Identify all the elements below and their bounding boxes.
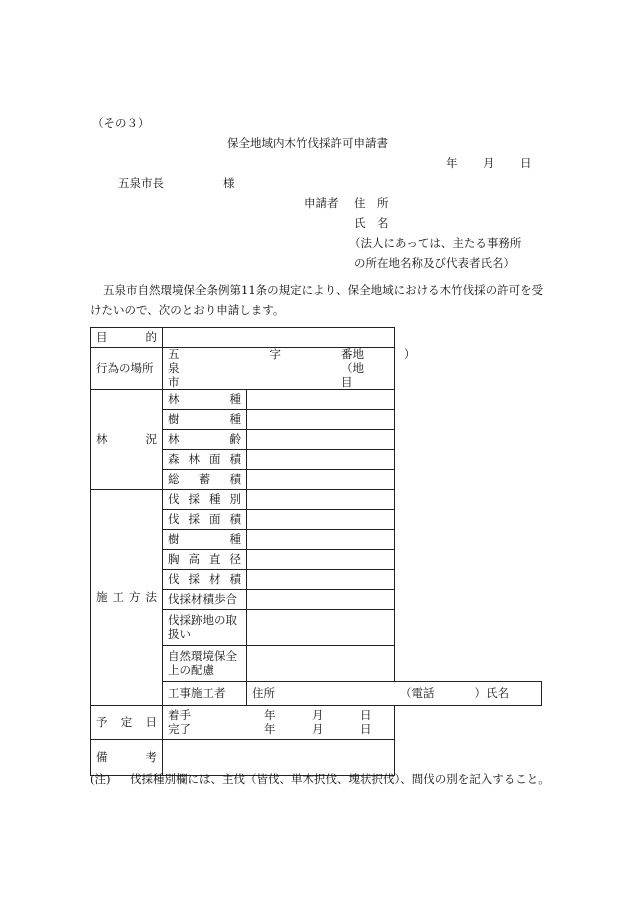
method-field[interactable] xyxy=(247,570,395,590)
place-aza: 字 xyxy=(269,347,281,361)
forest-item xyxy=(163,450,247,470)
purpose-label-text xyxy=(96,331,157,345)
label-char: 積 xyxy=(229,451,241,466)
label-char: 目 xyxy=(96,329,108,344)
label-char: 備 xyxy=(96,749,108,764)
method-item-env: 自然環境保全上の配慮 xyxy=(163,646,247,682)
schedule-start-year: 年 xyxy=(264,708,276,723)
label-char: 積 xyxy=(229,471,241,486)
remarks-label-text xyxy=(96,751,157,765)
purpose-label xyxy=(91,328,163,348)
label-char: 種 xyxy=(229,531,241,546)
label-char: 総 xyxy=(168,471,180,486)
label-char: 齢 xyxy=(229,431,241,446)
contractor-field[interactable] xyxy=(247,682,542,706)
label-char: 予 xyxy=(96,714,108,729)
place-banchi: 番地（地目 xyxy=(341,347,364,389)
label-char: 積 xyxy=(229,571,241,586)
label-char: 林 xyxy=(168,431,180,446)
schedule-end-day: 日 xyxy=(360,721,372,736)
label-char: 種 xyxy=(229,411,241,426)
label-char: 直 xyxy=(209,551,221,566)
row-method-0 xyxy=(91,490,542,510)
date-month: 月 xyxy=(483,156,495,170)
applicant-name-label: 氏 名 xyxy=(354,216,389,230)
label-char: 面 xyxy=(209,511,221,526)
label-char: 積 xyxy=(229,511,241,526)
addressee-honorific: 様 xyxy=(223,176,235,190)
method-label-text xyxy=(96,591,157,605)
row-schedule xyxy=(91,706,542,740)
footnote-text: 伐採種別欄には、主伐（皆伐、単木択伐、塊状択伐）、間伐の別を記入すること。 xyxy=(130,772,550,786)
applicant-address-label: 住 所 xyxy=(354,196,389,210)
label-char: 伐 xyxy=(168,571,180,586)
contractor-address: 住所 xyxy=(252,685,275,700)
method-field[interactable] xyxy=(247,646,395,682)
label-char: 採 xyxy=(188,571,200,586)
label-char: 考 xyxy=(145,749,157,764)
contractor-label: 工事施工者 xyxy=(163,682,247,706)
forest-item xyxy=(163,390,247,410)
forest-field[interactable] xyxy=(247,410,395,430)
label-char: 況 xyxy=(145,431,157,446)
label-char: 方 xyxy=(129,589,141,604)
label-char: 別 xyxy=(229,491,241,506)
schedule-field[interactable] xyxy=(163,706,395,740)
method-field[interactable] xyxy=(247,590,395,610)
application-table xyxy=(90,327,542,776)
place-city: 五泉市 xyxy=(168,347,180,389)
forest-label-text xyxy=(96,433,157,447)
schedule-label xyxy=(91,706,163,740)
purpose-field[interactable] xyxy=(163,328,395,348)
label-char: 定 xyxy=(120,714,133,729)
label-char: 蓄 xyxy=(198,471,211,486)
label-char: 高 xyxy=(188,551,200,566)
label-char: 径 xyxy=(229,551,241,566)
forest-item xyxy=(163,410,247,430)
footnote-label: (注) xyxy=(90,772,111,786)
method-item xyxy=(163,570,247,590)
label-char: 採 xyxy=(188,511,200,526)
label-char: 種 xyxy=(209,491,221,506)
label-char: 樹 xyxy=(168,531,180,546)
row-place xyxy=(91,348,542,390)
method-field[interactable] xyxy=(247,510,395,530)
label-char: 日 xyxy=(145,714,157,729)
method-field[interactable] xyxy=(247,490,395,510)
label-char: 材 xyxy=(209,571,221,586)
schedule-start-day: 日 xyxy=(360,708,372,723)
method-field[interactable] xyxy=(247,530,395,550)
label-char: 林 xyxy=(168,391,180,406)
schedule-start: 着手 xyxy=(168,708,191,723)
row-purpose xyxy=(91,328,542,348)
label-char: 胸 xyxy=(168,551,180,566)
forest-field[interactable] xyxy=(247,450,395,470)
form-title: 保全地域内木竹伐採許可申請書 xyxy=(227,136,388,150)
place-label: 行為の場所 xyxy=(91,348,163,390)
label-char: 伐 xyxy=(168,511,180,526)
contractor-phone: （電話 xyxy=(400,685,435,700)
applicant-corp-note-2: の所在地名称及び代表者氏名） xyxy=(354,256,515,270)
forest-field[interactable] xyxy=(247,470,395,490)
date-day: 日 xyxy=(520,156,532,170)
label-char: 伐 xyxy=(168,491,180,506)
method-field[interactable] xyxy=(247,550,395,570)
form-series-label: （その３） xyxy=(92,116,150,130)
schedule-start-line xyxy=(168,709,389,723)
schedule-start-month: 月 xyxy=(312,708,324,723)
row-forest-0 xyxy=(91,390,542,410)
label-char: 種 xyxy=(229,391,241,406)
forest-field[interactable] xyxy=(247,390,395,410)
label-char: 的 xyxy=(145,329,157,344)
label-char: 林 xyxy=(96,431,108,446)
date-year: 年 xyxy=(446,156,458,170)
schedule-end: 完了 xyxy=(168,721,191,736)
place-close: ） xyxy=(404,347,416,361)
schedule-end-line xyxy=(168,723,389,737)
intro-line-1: 五泉市自然環境保全条例第11条の規定により、保全地域における木竹伐採の許可を受 xyxy=(103,283,544,297)
place-field[interactable] xyxy=(163,347,416,390)
method-item xyxy=(163,550,247,570)
schedule-end-month: 月 xyxy=(312,721,324,736)
footnote xyxy=(90,767,555,791)
forest-item xyxy=(163,470,247,490)
method-item xyxy=(163,490,247,510)
applicant-label: 申請者 xyxy=(304,196,339,210)
forest-item xyxy=(163,430,247,450)
label-char: 工 xyxy=(112,589,124,604)
label-char: 施 xyxy=(96,589,108,604)
forest-field[interactable] xyxy=(247,430,395,450)
method-item-site: 伐採跡地の取扱い xyxy=(163,610,247,646)
intro-line-2: けたいので、次のとおり申請します。 xyxy=(90,303,285,317)
method-label xyxy=(91,490,163,706)
label-char: 林 xyxy=(188,451,200,466)
method-item xyxy=(163,510,247,530)
label-char: 森 xyxy=(168,451,180,466)
label-char: 樹 xyxy=(168,411,180,426)
label-char: 面 xyxy=(209,451,221,466)
method-field[interactable] xyxy=(247,610,395,646)
addressee-name: 五泉市長 xyxy=(118,176,164,190)
schedule-label-text xyxy=(96,716,157,730)
forest-label xyxy=(91,390,163,490)
schedule-end-year: 年 xyxy=(264,721,276,736)
applicant-corp-note-1: （法人にあっては、主たる事務所 xyxy=(349,236,522,250)
label-char: 法 xyxy=(145,589,157,604)
contractor-phone-close: ）氏名 xyxy=(474,685,509,700)
method-item xyxy=(163,530,247,550)
label-char: 採 xyxy=(188,491,200,506)
method-item-ratio: 伐採材積歩合 xyxy=(163,590,247,610)
